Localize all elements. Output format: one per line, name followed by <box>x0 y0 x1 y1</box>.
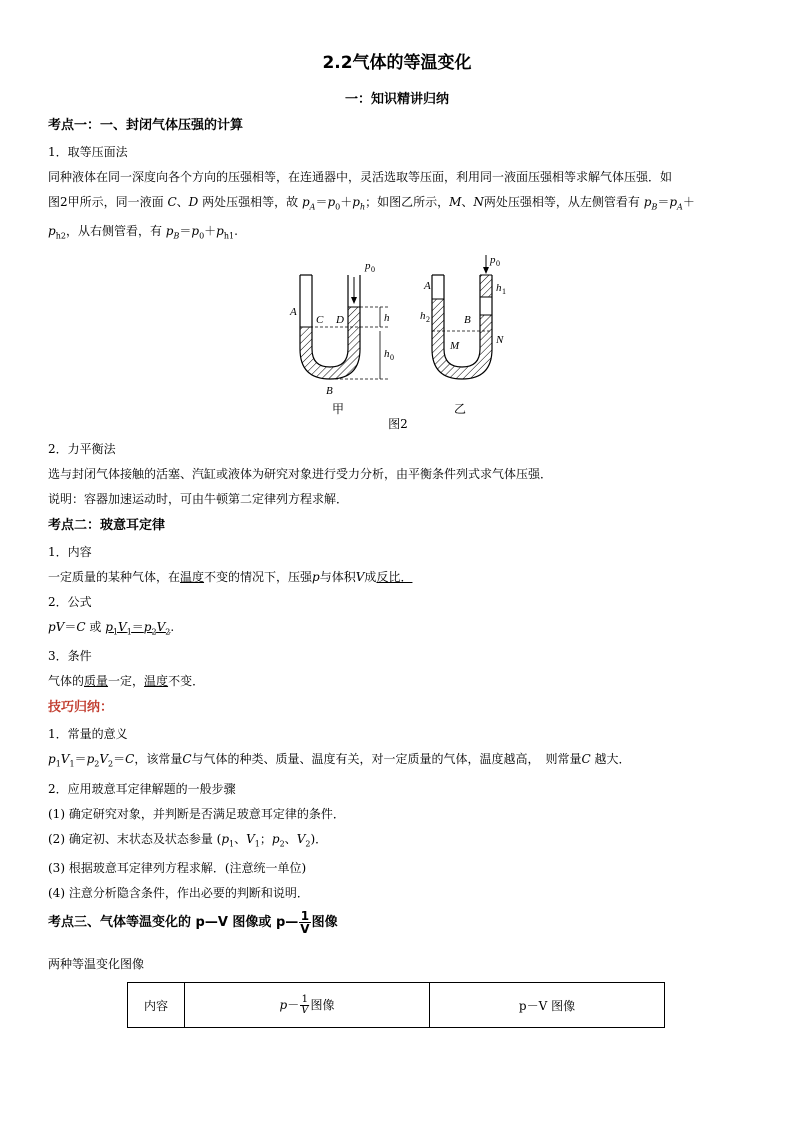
svg-text:A: A <box>290 305 297 318</box>
fraction-1-over-v: $\frac{1}{V}$ <box>300 909 310 936</box>
section-heading-3: 考点三、气体等温变化的 p—V 图像或 p— $\frac{1}{V}$ 图像 <box>48 909 338 936</box>
svg-text:h: h <box>384 347 390 360</box>
page-title: 2.2气体的等温变化 <box>322 53 472 73</box>
u-tube-figure <box>48 249 748 417</box>
item2-title: 2．力平衡法 <box>48 441 116 456</box>
svg-text:0: 0 <box>496 258 500 268</box>
svg-text:D: D <box>336 313 344 326</box>
step-2: (2) 确定初、末状态及状态参量 ($p_1$、$V_1$；$p_2$、$V_2$)． <box>48 831 328 848</box>
step-4: (4) 注意分析隐含条件，作出必要的判断和说明． <box>48 885 309 900</box>
svg-text:0: 0 <box>390 352 394 362</box>
svg-text:A: A <box>424 279 431 292</box>
tips-heading: 技巧归纳： <box>48 700 114 716</box>
table-row <box>128 983 665 1028</box>
svg-text:B: B <box>326 384 333 397</box>
item1-text-c: $p_{h2}$，从右侧管看，有 $p_B=p_0+p_{h1}$. <box>48 224 238 241</box>
formula-text: pV＝C 或 $p_1V_1=p_2V_2$. <box>48 619 175 637</box>
table-header-p-inv-v: p－ $\frac{1}{V}$ 图像 <box>185 983 430 1028</box>
table-header-p-v: p－V 图像 <box>430 983 665 1028</box>
tip2-title: 2．应用玻意耳定律解题的一般步骤 <box>48 781 236 796</box>
svg-text:h: h <box>384 311 390 324</box>
condition-title: 3．条件 <box>48 649 92 664</box>
svg-text:p: p <box>365 259 371 272</box>
u-tube-right <box>420 254 506 416</box>
svg-text:C: C <box>316 313 324 326</box>
svg-text:B: B <box>464 313 471 326</box>
item2-text: 选与封闭气体接触的活塞、汽缸或液体为研究对象进行受力分析，由平衡条件列式求气体压强． <box>48 466 553 481</box>
u-tube-left <box>289 260 394 416</box>
content-title: 1．内容 <box>48 544 92 559</box>
u-tube-diagram <box>48 249 748 417</box>
formula-title: 2．公式 <box>48 594 92 609</box>
item1-text-b: 图2甲所示，同一液面 C、D 两处压强相等，故 $p_A=p_0+p_h$；如图乙所示，M、N两处压强相等，从左侧管看有 $p_B=p_A+$ <box>48 195 695 212</box>
main-content <box>48 112 748 906</box>
item2-note: 说明：容器加速运动时，可由牛顿第二定律列方程求解． <box>48 491 349 506</box>
fig-right-label: 乙 <box>454 401 467 416</box>
svg-text:M: M <box>450 339 460 352</box>
page-subtitle: 一：知识精讲归纳 <box>344 92 449 107</box>
table-intro: 两种等温变化图像 <box>48 957 145 971</box>
step-3: (3) 根据玻意耳定律列方程求解．(注意统一单位) <box>48 860 307 875</box>
condition-text: 气体的质量一定，温度不变． <box>48 674 205 689</box>
table-header-content: 内容 <box>128 983 185 1028</box>
svg-text:p: p <box>490 253 496 266</box>
fig-left-label: 甲 <box>332 401 345 416</box>
svg-text:N: N <box>496 333 504 346</box>
content-text: 一定质量的某种气体，在温度不变的情况下，压强p与体积V成反比． <box>48 569 413 584</box>
svg-text:h: h <box>496 281 502 294</box>
svg-text:2: 2 <box>426 314 430 324</box>
fraction-1-over-v-small: $\frac{1}{V}$ <box>301 993 309 1016</box>
comparison-table <box>127 982 665 1028</box>
svg-text:h: h <box>420 309 426 322</box>
step-1: (1) 确定研究对象，并判断是否满足玻意耳定律的条件． <box>48 806 345 821</box>
item1-text-a: 同种液体在同一深度向各个方向的压强相等，在连通器中，灵活选取等压面，利用同一液面压强相等求解气体压强．如 <box>48 170 673 184</box>
section-heading-1: 考点一：一、封闭气体压强的计算 <box>48 118 244 133</box>
tip1-text: $p_1V_1=p_2V_2=C$，该常量C与气体的种类、质量、温度有关，对一定质量的气体，温度越高， 则常量C 越大． <box>48 752 631 769</box>
tip1-title: 1．常量的意义 <box>48 727 128 742</box>
svg-text:0: 0 <box>371 264 375 274</box>
svg-text:1: 1 <box>502 286 506 296</box>
item1-title: 1．取等压面法 <box>48 145 128 159</box>
figure-caption: 图2 <box>388 416 408 431</box>
section-heading-2: 考点二：玻意耳定律 <box>48 517 166 533</box>
